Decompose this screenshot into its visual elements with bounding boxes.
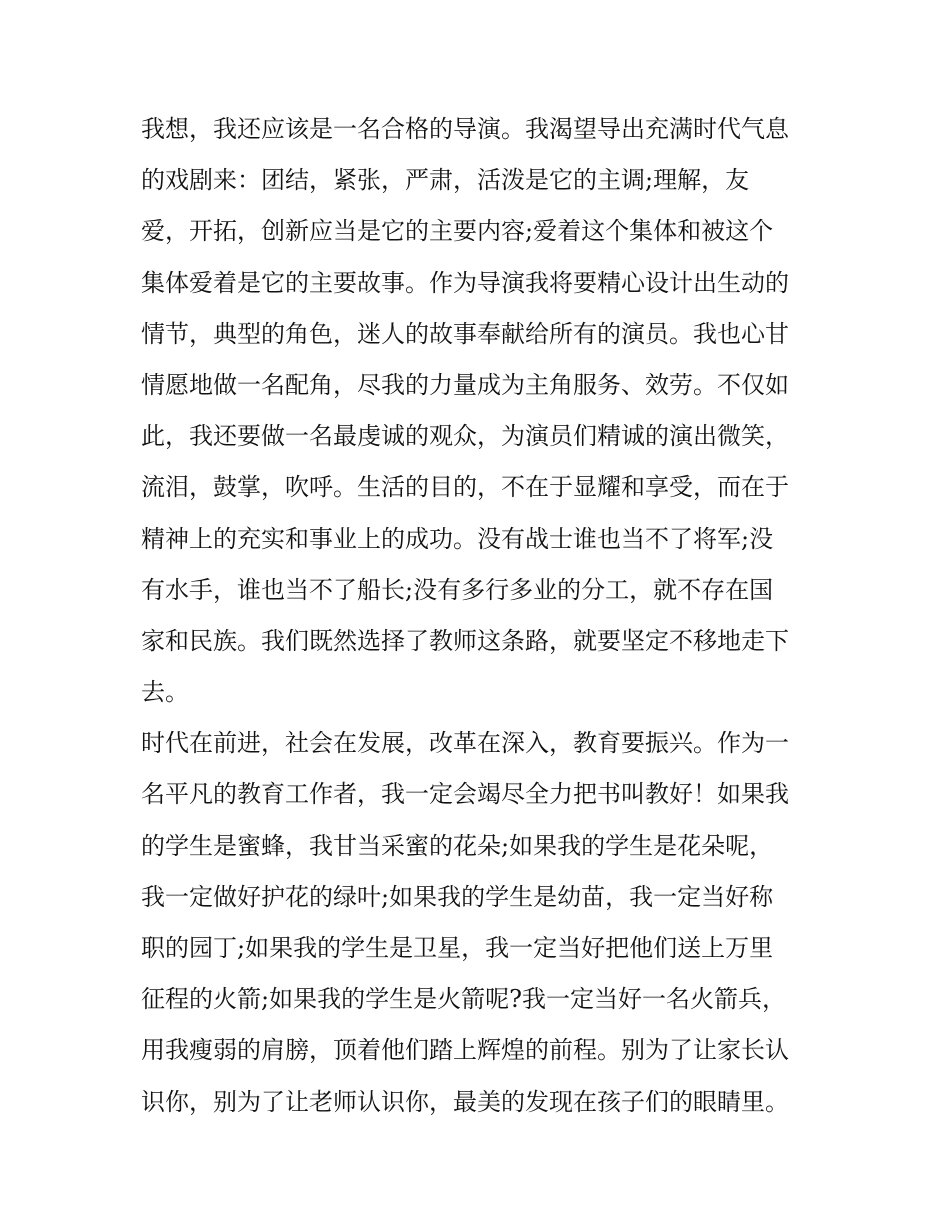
text-line: 职的园丁;如果我的学生是卫星，我一定当好把他们送上万里 xyxy=(141,934,774,962)
text-line: 爱，开拓，创新应当是它的主要内容;爱着这个集体和被这个 xyxy=(141,217,774,246)
text-line: 时代在前进，社会在发展，改革在深入，教育要振兴。作为一 xyxy=(141,729,789,758)
text-line: 名平凡的教育工作者，我一定会竭尽全力把书叫教好！如果我 xyxy=(141,780,789,809)
text-line: 识你，别为了让老师认识你，最美的发现在孩子们的眼睛里。 xyxy=(141,1087,789,1116)
paragraph-2 xyxy=(141,718,821,1128)
text-line: 集体爱着是它的主要故事。作为导演我将要精心设计出生动的 xyxy=(141,268,789,297)
text-line: 用我瘦弱的肩膀，顶着他们踏上辉煌的前程。别为了让家长认 xyxy=(141,1036,789,1065)
text-line: 的戏剧来：团结，紧张，严肃，活泼是它的主调;理解，友 xyxy=(141,166,750,195)
paragraph-1 xyxy=(141,104,821,718)
text-line: 家和民族。我们既然选择了教师这条路，就要坚定不移地走下 xyxy=(141,626,789,655)
text-line: 去。 xyxy=(141,678,189,707)
text-line: 的学生是蜜蜂，我甘当采蜜的花朵;如果我的学生是花朵呢， xyxy=(141,831,774,860)
text-line: 此，我还要做一名最虔诚的观众，为演员们精诚的演出微笑， xyxy=(141,422,789,451)
text-line: 精神上的充实和事业上的成功。没有战士谁也当不了将军;没 xyxy=(141,524,774,553)
text-line: 我想，我还应该是一名合格的导演。我渴望导出充满时代气息 xyxy=(141,115,789,143)
text-line: 我一定做好护花的绿叶;如果我的学生是幼苗，我一定当好称 xyxy=(141,882,774,911)
text-line: 有水手，谁也当不了船长;没有多行多业的分工，就不存在国 xyxy=(141,575,774,604)
text-line: 流泪，鼓掌，吹呼。生活的目的，不在于显耀和享受，而在于 xyxy=(141,473,789,502)
document-body xyxy=(141,104,821,1128)
text-line: 情节，典型的角色，迷人的故事奉献给所有的演员。我也心甘 xyxy=(141,319,789,348)
text-line: 情愿地做一名配角，尽我的力量成为主角服务、效劳。不仅如 xyxy=(141,370,789,399)
text-line: 征程的火箭;如果我的学生是火箭呢?我一定当好一名火箭兵， xyxy=(141,985,786,1014)
